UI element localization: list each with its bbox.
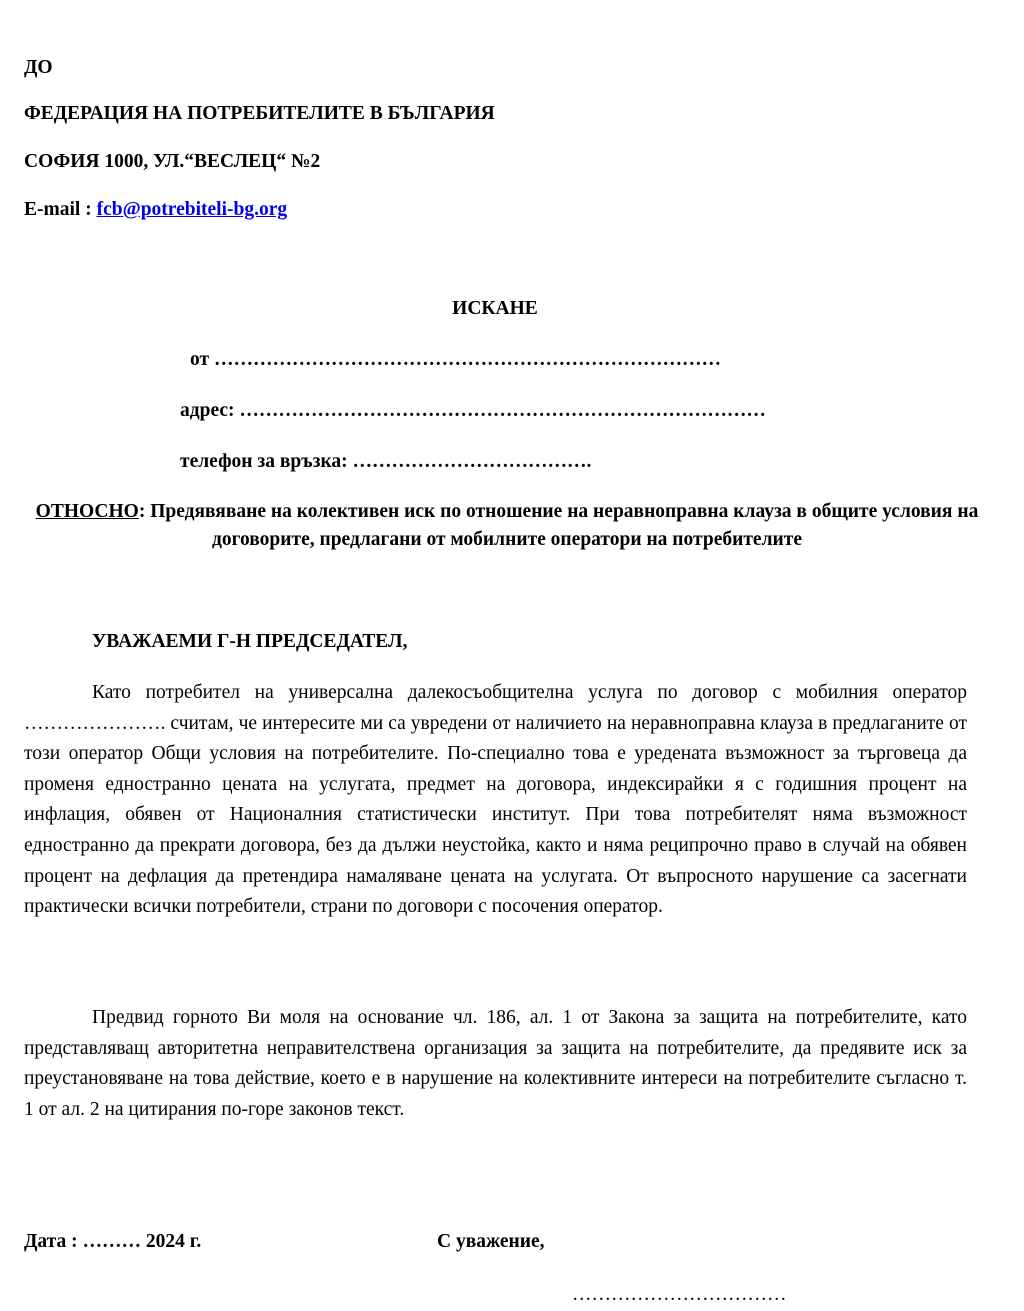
body-paragraph-2: Предвид горното Ви моля на основание чл. 186, ал. 1 от Закона за защита на потребителите, като представляващ авторитетна неправителствена организация за защита на потребителите, да предявите иск за преустановяване на това действие, което е в нарушение на колективните интереси на потребителите съгласно т. 1 от ал. 2 на цитирания по-горе законов текст. <box>24 1007 967 1120</box>
email-label: E-mail : <box>24 199 97 220</box>
date-field: Дата : ……… 2024 г. <box>24 1231 202 1252</box>
salutation: УВАЖАЕМИ Г-Н ПРЕДСЕДАТЕЛ, <box>92 631 408 652</box>
closing-regards: С уважение, <box>437 1231 545 1252</box>
sender-name-field: от …………………………………………………………………… <box>190 349 721 370</box>
recipient-to: ДО <box>24 57 53 78</box>
recipient-email-line <box>24 198 287 222</box>
regarding-label: ОТНОСНО <box>35 501 139 522</box>
signature-line: …………………………… <box>572 1284 787 1305</box>
body-paragraph-1: Като потребител на универсална далекосъобщителна услуга по договор с мобилния оператор …………………. считам, че интересите ми са увредени от наличието на неравноправна клауза в предлаганите от този оператор Общи условия на потребителите. По-специално това е уредената възможност за търговеца да променя едностранно цената на услугата, предмет на договора, индексирайки я с годишния процент на инфлация, обявен от Националния статистически институт. При това потребителят няма възможност едностранно да прекрати договора, без да дължи неустойка, както и няма реципрочно право в случай на обявен процент на дефлация да претендира намаляване цената на услугата. От въпросното нарушение са засегнати практически всички потребители, страни по договори с посочения оператор. <box>24 682 967 918</box>
regarding-section <box>24 498 990 554</box>
regarding-text: : Предявяване на колективен иск по отношение на неравноправна клауза в общите условия на договорите, предлагани от мобилните оператори на потребителите <box>138 501 979 550</box>
sender-address-field: адрес: ……………………………………………………………………… <box>180 400 766 421</box>
email-link[interactable]: fcb@potrebiteli-bg.org <box>96 199 288 220</box>
document-title: ИСКАНЕ <box>452 298 538 319</box>
recipient-organization: ФЕДЕРАЦИЯ НА ПОТРЕБИТЕЛИТЕ В БЪЛГАРИЯ <box>24 103 495 124</box>
recipient-address: СОФИЯ 1000, УЛ.“ВЕСЛЕЦ“ №2 <box>24 151 321 172</box>
sender-phone-field: телефон за връзка: ………………………………. <box>180 451 592 472</box>
